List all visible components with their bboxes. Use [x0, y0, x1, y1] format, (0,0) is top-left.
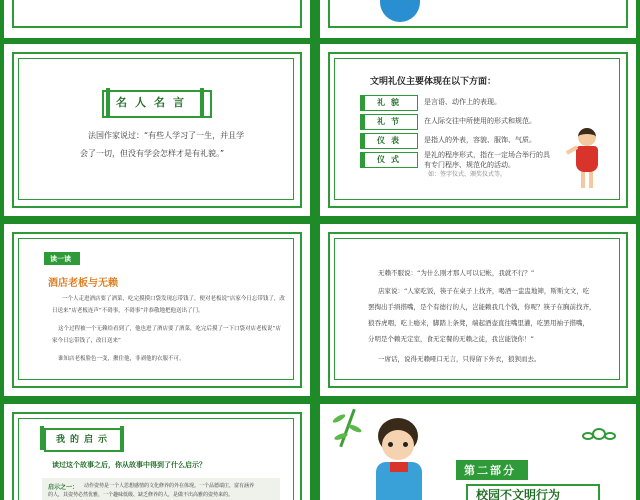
- inspiration-title: 我的启示: [56, 435, 113, 445]
- answer-line-2: 的人，其姿势必然优雅，一个趣味低级、缺乏修养的人，是做不出高雅的姿势来的。: [48, 492, 234, 498]
- label-limao: 礼貌: [364, 95, 418, 111]
- answer-label: 启示之一：: [48, 484, 79, 491]
- etiquette-title: 文明礼仪主要体现在以下方面：: [370, 77, 497, 87]
- desc-yishi-1: 是礼的程序形式，指在一定场合举行的具: [424, 151, 550, 159]
- story-para1-line2: 日送来”店老板连声“不碍事，不碍事”并恭敬地把他送出了门。: [52, 308, 204, 314]
- bamboo-icon: [330, 408, 366, 448]
- dialogue-p2-line2: 罢掏出手绢揩嘴，是个有德行的人，岂能赖我几个钱，你呢？筷子在胸前找齐，: [368, 303, 596, 311]
- part-two-text: 第二部分: [464, 464, 516, 477]
- dialogue-p1: 无赖不服说：“为什么刚才那人可以记帐，我就不行？”: [378, 269, 535, 277]
- story-title: 酒店老板与无赖: [48, 278, 118, 289]
- quote-title: 名人名言: [116, 96, 192, 109]
- dialogue-p3: 一席话，说得无赖哑口无言，只得留下外衣，狼狈而去。: [378, 355, 541, 363]
- desc-yishi-2: 有专门程序、规范化的活动。: [424, 161, 515, 169]
- slide-1-left: [4, 0, 310, 38]
- inspiration-question: 读过这个故事之后，你从故事中得到了什么启示？: [52, 461, 206, 469]
- desc-limao: 是言语、动作上的表现。: [424, 98, 501, 106]
- girl-illustration-icon: [570, 128, 604, 192]
- dialogue-p2-line4: 分明是个赖无定室，食无定餐的无赖之徒，我岂能饶你！”: [368, 335, 534, 343]
- label-yibiao: 仪表: [364, 133, 418, 149]
- label-yishi: 仪式: [364, 152, 418, 168]
- slide-1-right: [320, 0, 636, 38]
- answer-line-1: 动作姿势是一个人思想感情的文化修养的外在体现。一个品德端庄，富有涵养: [84, 483, 255, 489]
- student-illustration-icon: [364, 412, 434, 500]
- slide-quote: [4, 44, 310, 216]
- slide-dialogue: [320, 224, 636, 396]
- quote-line-2: 会了一切，但没有学会怎样才是有礼貌。”: [80, 149, 225, 158]
- story-para1-line1: 一个人走进酒店要了酒菜，吃完摸摸口袋发现忘带钱了，便对老板说“店家今日忘带钱了，改: [62, 296, 285, 302]
- dialogue-p2-line1: 店家说：“人家吃饭，筷子在桌子上找齐，喝酒一盅盅地筛，斯斯文文，吃: [378, 287, 590, 295]
- slide-etiquette: [320, 44, 636, 216]
- quote-line-1: 法国作家说过：“有些人学习了一生，并且学: [88, 131, 245, 140]
- desc-yibiao: 是指人的外表，容貌、服饰、气质。: [424, 136, 536, 144]
- story-para2-line2: 家今日忘带钱了，改日送来”: [52, 338, 121, 344]
- slide-part-two: [320, 404, 636, 500]
- story-para3: 谁知店老板脸色一变，揪住他，非剥他的衣服不可。: [58, 356, 185, 362]
- read-tag-label: 读一读: [50, 255, 71, 263]
- slide-inspiration: [4, 404, 310, 500]
- label-lijie: 礼节: [364, 114, 418, 130]
- desc-lijie: 在人际交往中所使用的形式和规范。: [424, 117, 536, 125]
- part-two-title: 校园不文明行为: [476, 488, 561, 500]
- story-para2-line1: 这个过程被一个无赖给看到了，他也进了酒店要了酒菜，吃完后摸了一下口袋对店老板说“店: [58, 326, 281, 332]
- dialogue-p2-line3: 狼吞虎咽，吃上瘾来，脚踏上条凳，端起酒壶直往嘴里灌，吃罢用袖子揩嘴，: [368, 319, 589, 327]
- desc-yishi-3: 如：签字仪式、颁奖仪式等。: [428, 171, 507, 178]
- slide-story: [4, 224, 310, 396]
- cloud-icon: [582, 428, 616, 440]
